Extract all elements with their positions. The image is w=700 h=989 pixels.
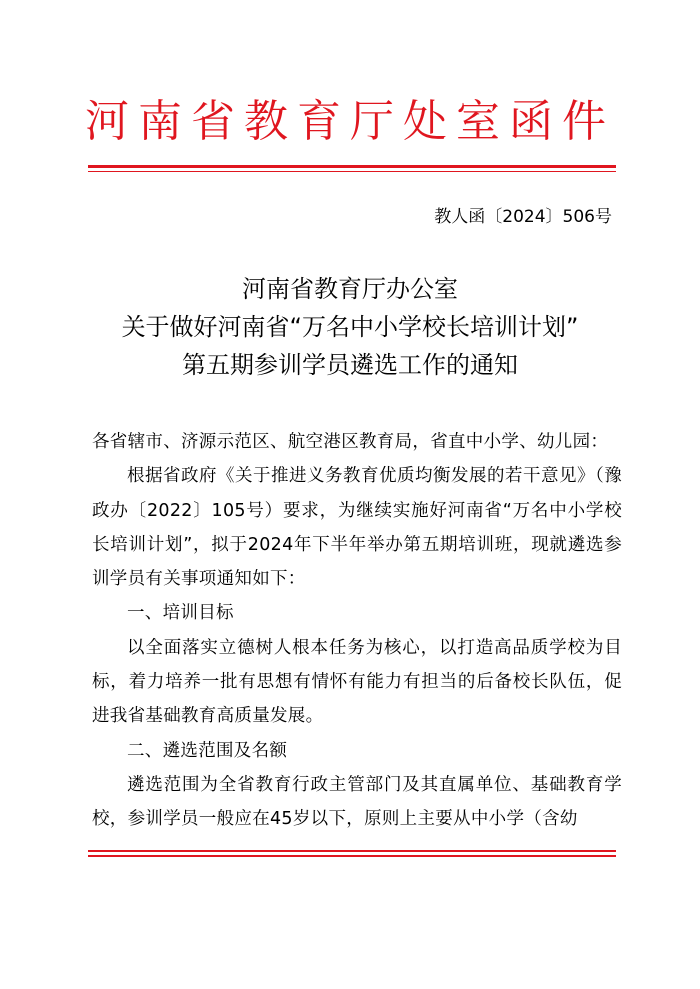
document-number: 教人函〔2024〕506号: [434, 207, 612, 227]
document-body: [92, 425, 622, 837]
masthead-rule-thin: [88, 171, 616, 172]
title-line-1: 河南省教育厅办公室: [242, 275, 458, 303]
masthead-rule-thick: [88, 165, 616, 168]
document-title: [0, 270, 700, 384]
title-line-3: 第五期参训学员遴选工作的通知: [182, 351, 518, 379]
section-heading-goals: 一、培训目标: [127, 603, 234, 624]
salutation: 各省辖市、济源示范区、航空港区教育局，省直中小学、幼儿园：: [92, 432, 609, 452]
masthead: 河南省教育厅处室函件: [85, 96, 615, 147]
section-heading-scope: 二、遴选范围及名额: [127, 740, 288, 761]
title-line-2: 关于做好河南省“万名中小学校长培训计划”: [121, 313, 579, 341]
footer-rule-1: [88, 850, 616, 852]
paragraph-scope: 遴选范围为全省教育行政主管部门及其直属单位、基础教育学校，参训学员一般应在45岁以下，原则上主要从中小学（含幼: [92, 774, 622, 830]
paragraph-intro: 根据省政府《关于推进义务教育优质均衡发展的若干意见》（豫政办〔2022〕105号）要求，为继续实施好河南省“万名中小学校长培训计划”，拟于2024年下半年举办第五期培训班，现就遴选参训学员有关事项通知如下：: [92, 466, 622, 590]
paragraph-goals: 以全面落实立德树人根本任务为核心，以打造高品质学校为目标，着力培养一批有思想有情怀有能力有担当的后备校长队伍，促进我省基础教育高质量发展。: [92, 637, 622, 727]
footer-rule-2: [88, 855, 616, 857]
